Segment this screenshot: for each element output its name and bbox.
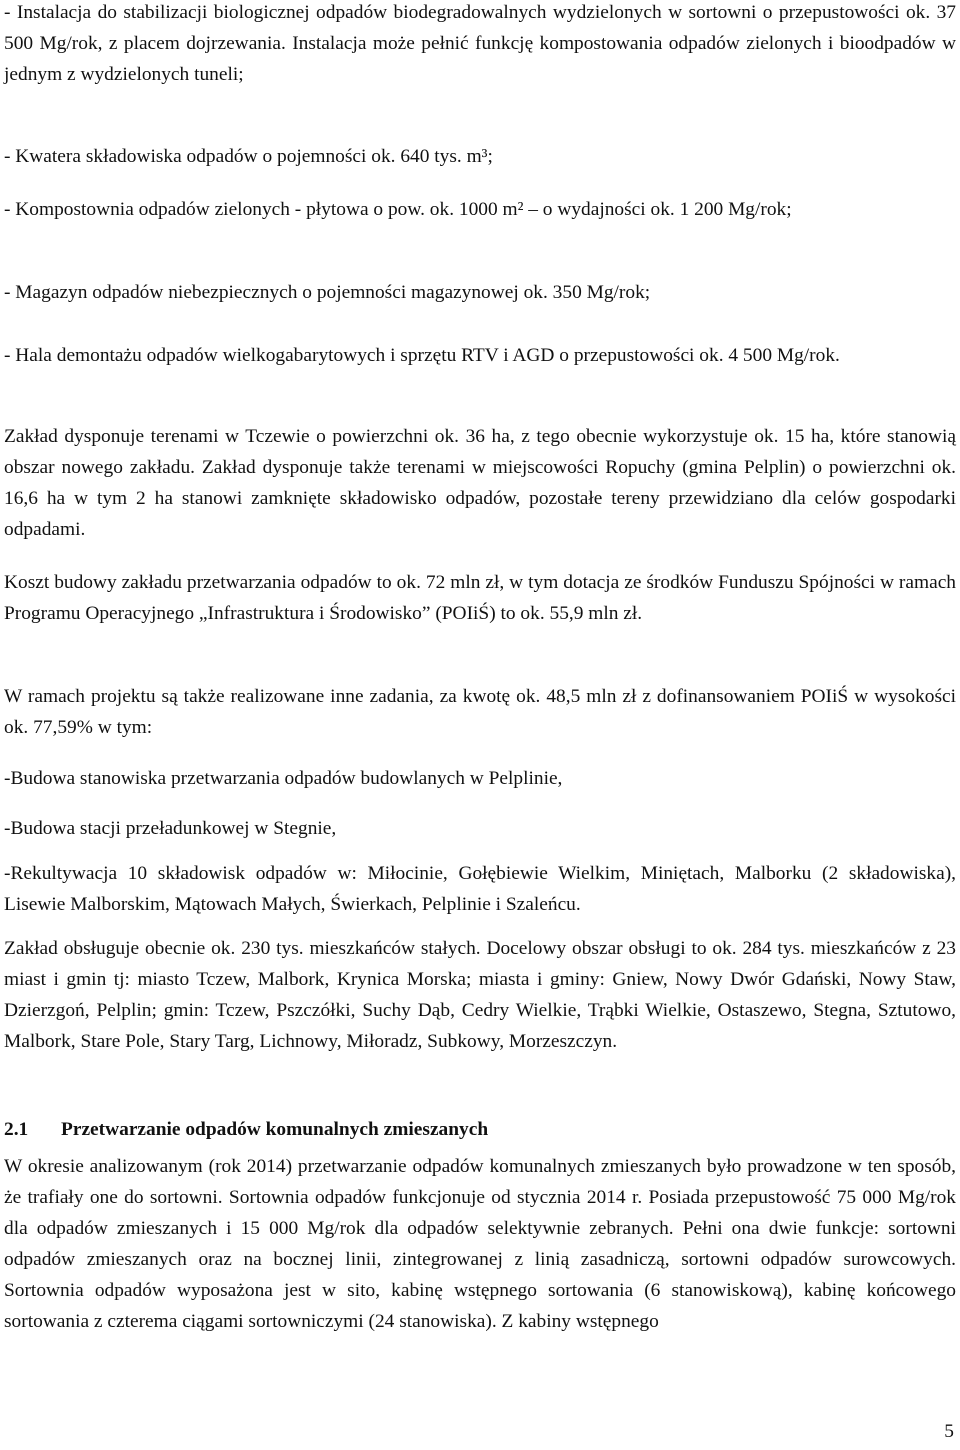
paragraph-obsluga: Zakład obsługuje obecnie ok. 230 tys. mieszkańców stałych. Docelowy obszar obsługi to ok. 284 tys. mieszkańców z 23 miast i gmin tj: miasto Tczew, Malbork, Krynica Morska; miasta i gminy: Gniew, Nowy Dwór Gdański, Nowy Staw, Dzierzgoń, Pelplin; gmin: Tczew, Pszczółki, Suchy Dąb, Cedry Wielkie, Trąbki Wielkie, Ostaszewo, Stegna, Sztutowo, Malbork, Stare Pole, Stary Targ, Lichnowy, Miłoradz, Subkowy, Morzeszczyn.: [4, 938, 956, 1052]
section-heading: [4, 1114, 956, 1145]
paragraph-koszt: Koszt budowy zakładu przetwarzania odpadów to ok. 72 mln zł, w tym dotacja ze środków Funduszu Spójności w ramach Programu Operacyjnego „Infrastruktura i Środowisko” (POIiŚ) to ok. 55,9 mln zł.: [4, 572, 956, 624]
paragraph-projekt: W ramach projektu są także realizowane inne zadania, za kwotę ok. 48,5 mln zł z dofinansowaniem POIiŚ w wysokości ok. 77,59% w tym:: [4, 686, 956, 738]
bullet-kompostownia: - Kompostownia odpadów zielonych - płytowa o pow. ok. 1000 m² – o wydajności ok. 1 200 Mg/rok;: [4, 199, 792, 220]
section-body: W okresie analizowanym (rok 2014) przetwarzanie odpadów komunalnych zmieszanych było prowadzone w ten sposób, że trafiały one do sortowni. Sortownia odpadów funkcjonuje od stycznia 2014 r. Posiada przepustowość 75 000 Mg/rok dla odpadów zmieszanych i 15 000 Mg/rok dla odpadów selektywnie zebranych. Pełni ona dwie funkcje: sortowni odpadów zmieszanych oraz na bocznej linii, zintegrowanej z linią zasadniczą, sortowni odpadów surowcowych. Sortownia odpadów wyposażona jest w sito, kabinę wstępnego sortowania (6 stanowiskową), kabinę końcowego sortowania z czterema ciągami sortowniczymi (24 stanowiska). Z kabiny wstępnego: [4, 1156, 956, 1332]
bullet-hala: - Hala demontażu odpadów wielkogabarytowych i sprzętu RTV i AGD o przepustowości ok. 4 500 Mg/rok.: [4, 345, 840, 366]
page-number: 5: [944, 1421, 954, 1442]
item-budowa-stacji: -Budowa stacji przeładunkowej w Stegnie,: [4, 818, 337, 839]
bullet-kwatera: - Kwatera składowiska odpadów o pojemności ok. 640 tys. m³;: [4, 146, 493, 167]
item-budowa-stanowiska: -Budowa stanowiska przetwarzania odpadów budowlanych w Pelplinie,: [4, 768, 563, 789]
section-number: 2.1: [4, 1119, 29, 1140]
item-rekultywacja: -Rekultywacja 10 składowisk odpadów w: Miłocinie, Gołębiewie Wielkim, Miniętach, Malborku (2 składowiska), Lisewie Malborskim, Mątowach Małych, Świerkach, Pelplinie i Szaleńcu.: [4, 863, 956, 915]
section-title: Przetwarzanie odpadów komunalnych zmieszanych: [61, 1119, 489, 1140]
paragraph-tereny: Zakład dysponuje terenami w Tczewie o powierzchni ok. 36 ha, z tego obecnie wykorzystuje ok. 15 ha, które stanowią obszar nowego zakładu. Zakład dysponuje także terenami w miejscowości Ropuchy (gmina Pelplin) o powierzchni ok. 16,6 ha w tym 2 ha stanowi zamknięte składowisko odpadów, pozostałe tereny przewidziano dla celów gospodarki odpadami.: [4, 426, 956, 540]
bullet-stabilizacja: - Instalacja do stabilizacji biologicznej odpadów biodegradowalnych wydzielonych w sortowni o przepustowości ok. 37 500 Mg/rok, z placem dojrzewania. Instalacja może pełnić funkcję kompostowania odpadów zielonych i bioodpadów w jednym z wydzielonych tuneli;: [4, 2, 956, 85]
bullet-magazyn: - Magazyn odpadów niebezpiecznych o pojemności magazynowej ok. 350 Mg/rok;: [4, 282, 651, 303]
